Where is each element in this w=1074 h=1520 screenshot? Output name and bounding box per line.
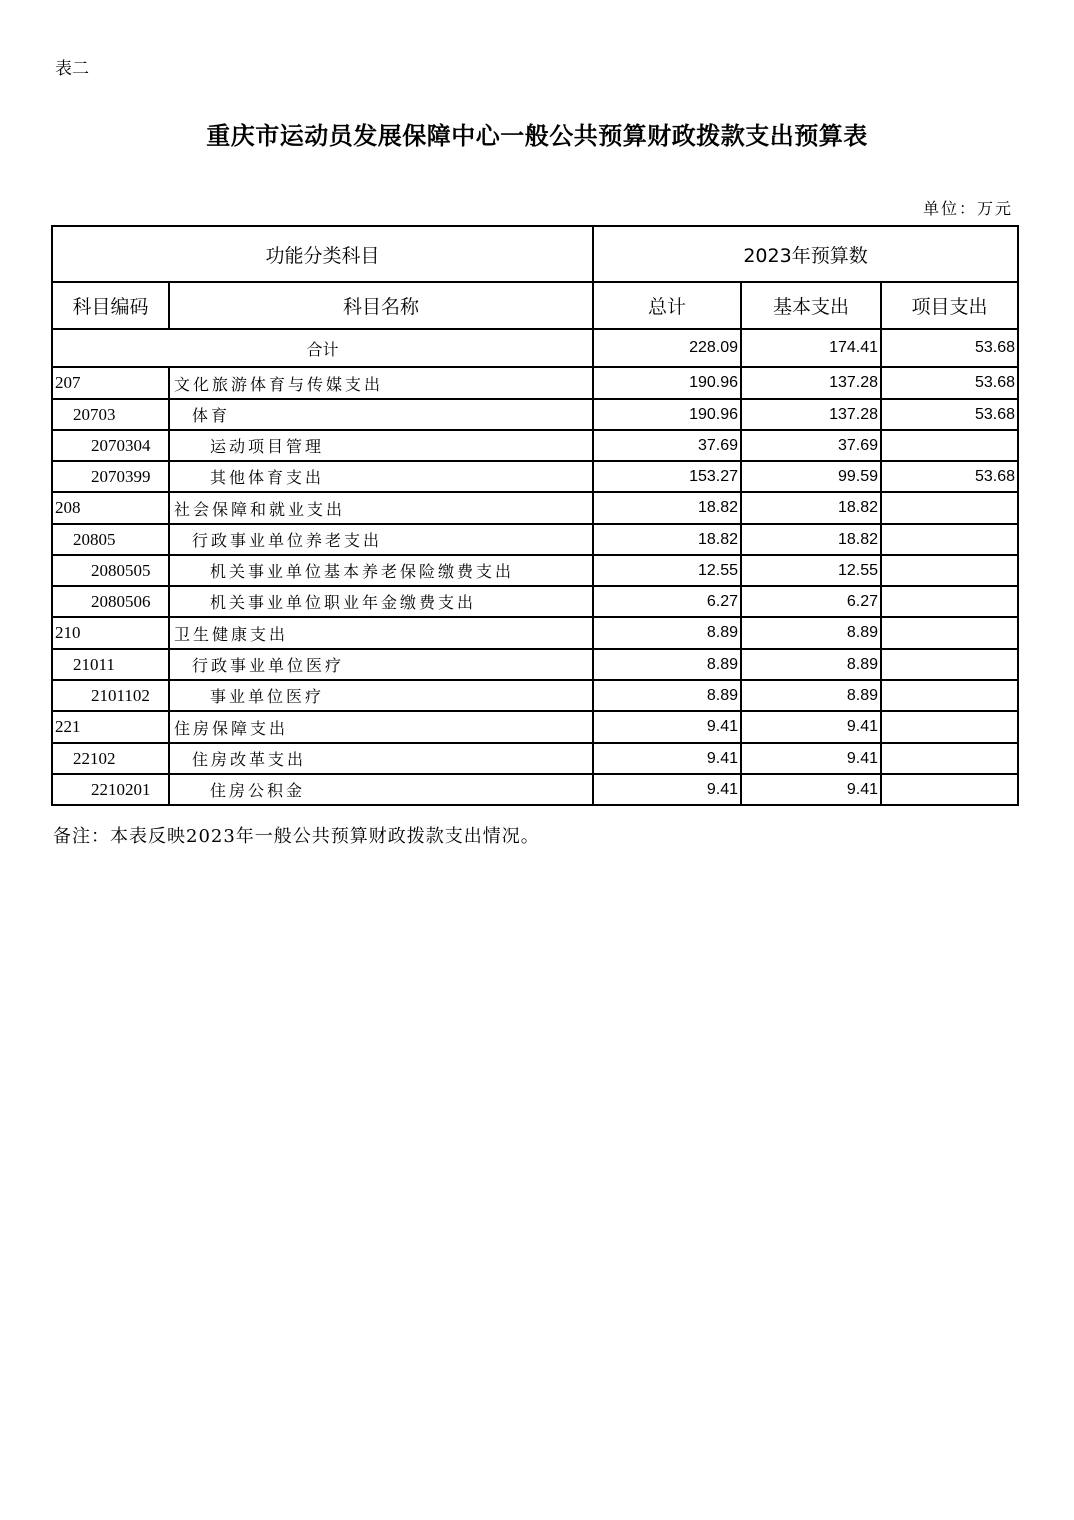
row-project	[881, 430, 1018, 461]
row-total: 37.69	[593, 430, 741, 461]
row-basic: 12.55	[741, 555, 881, 586]
row-name: 其他体育支出	[169, 461, 593, 492]
row-basic: 137.28	[741, 399, 881, 430]
row-name: 机关事业单位基本养老保险缴费支出	[169, 555, 593, 586]
row-code: 210	[52, 617, 169, 649]
row-code: 2101102	[52, 680, 169, 711]
row-basic: 18.82	[741, 524, 881, 555]
table-row	[52, 492, 1018, 524]
row-project	[881, 555, 1018, 586]
row-total: 9.41	[593, 711, 741, 743]
row-name: 运动项目管理	[169, 430, 593, 461]
table-row	[52, 586, 1018, 617]
row-code: 2070399	[52, 461, 169, 492]
row-project	[881, 617, 1018, 649]
row-name: 体育	[169, 399, 593, 430]
row-basic: 8.89	[741, 617, 881, 649]
row-basic: 99.59	[741, 461, 881, 492]
row-code: 21011	[52, 649, 169, 680]
row-total: 9.41	[593, 743, 741, 774]
row-code: 221	[52, 711, 169, 743]
row-project	[881, 524, 1018, 555]
total-project: 53.68	[881, 329, 1018, 367]
row-total: 18.82	[593, 492, 741, 524]
row-total: 190.96	[593, 367, 741, 399]
table-row	[52, 617, 1018, 649]
table-row	[52, 430, 1018, 461]
row-basic: 8.89	[741, 649, 881, 680]
page-title: 重庆市运动员发展保障中心一般公共预算财政拨款支出预算表	[206, 121, 868, 150]
table-row	[52, 774, 1018, 805]
row-basic: 6.27	[741, 586, 881, 617]
row-code: 22102	[52, 743, 169, 774]
table-row	[52, 711, 1018, 743]
table-row	[52, 367, 1018, 399]
table-row	[52, 680, 1018, 711]
row-name: 住房改革支出	[169, 743, 593, 774]
row-name: 社会保障和就业支出	[169, 492, 593, 524]
row-total: 8.89	[593, 649, 741, 680]
row-code: 207	[52, 367, 169, 399]
row-total: 9.41	[593, 774, 741, 805]
total-label: 合计	[52, 329, 593, 367]
row-basic: 18.82	[741, 492, 881, 524]
row-name: 住房公积金	[169, 774, 593, 805]
row-project	[881, 492, 1018, 524]
table-row	[52, 461, 1018, 492]
table-row	[52, 743, 1018, 774]
table-row	[52, 555, 1018, 586]
header-name: 科目名称	[169, 282, 593, 329]
row-project	[881, 586, 1018, 617]
row-code: 2070304	[52, 430, 169, 461]
table-label: 表二	[55, 59, 89, 79]
row-code: 2080505	[52, 555, 169, 586]
row-name: 行政事业单位养老支出	[169, 524, 593, 555]
row-total: 18.82	[593, 524, 741, 555]
row-project	[881, 774, 1018, 805]
row-code: 2210201	[52, 774, 169, 805]
row-total: 8.89	[593, 680, 741, 711]
total-basic: 174.41	[741, 329, 881, 367]
row-name: 卫生健康支出	[169, 617, 593, 649]
row-project	[881, 649, 1018, 680]
row-name: 住房保障支出	[169, 711, 593, 743]
row-name: 事业单位医疗	[169, 680, 593, 711]
row-basic: 137.28	[741, 367, 881, 399]
row-total: 153.27	[593, 461, 741, 492]
row-total: 190.96	[593, 399, 741, 430]
header-budget-year: 2023年预算数	[593, 226, 1018, 282]
header-total: 总计	[593, 282, 741, 329]
row-project	[881, 743, 1018, 774]
unit-label: 单位：万元	[922, 199, 1013, 218]
row-basic: 9.41	[741, 774, 881, 805]
header-project: 项目支出	[881, 282, 1018, 329]
row-name: 机关事业单位职业年金缴费支出	[169, 586, 593, 617]
table-body	[52, 329, 1018, 805]
header-basic: 基本支出	[741, 282, 881, 329]
row-code: 208	[52, 492, 169, 524]
row-total: 6.27	[593, 586, 741, 617]
header-functional-category: 功能分类科目	[52, 226, 593, 282]
total-row	[52, 329, 1018, 367]
header-code: 科目编码	[52, 282, 169, 329]
row-project: 53.68	[881, 461, 1018, 492]
budget-table	[51, 225, 1019, 806]
row-code: 20703	[52, 399, 169, 430]
row-code: 20805	[52, 524, 169, 555]
table-row	[52, 524, 1018, 555]
row-basic: 8.89	[741, 680, 881, 711]
row-total: 8.89	[593, 617, 741, 649]
table-row	[52, 649, 1018, 680]
row-project	[881, 711, 1018, 743]
row-basic: 9.41	[741, 743, 881, 774]
row-project	[881, 680, 1018, 711]
row-total: 12.55	[593, 555, 741, 586]
total-total: 228.09	[593, 329, 741, 367]
row-basic: 37.69	[741, 430, 881, 461]
row-code: 2080506	[52, 586, 169, 617]
row-name: 行政事业单位医疗	[169, 649, 593, 680]
row-name: 文化旅游体育与传媒支出	[169, 367, 593, 399]
table-row	[52, 399, 1018, 430]
row-project: 53.68	[881, 399, 1018, 430]
row-project: 53.68	[881, 367, 1018, 399]
footnote: 备注：本表反映2023年一般公共预算财政拨款支出情况。	[53, 826, 540, 847]
row-basic: 9.41	[741, 711, 881, 743]
